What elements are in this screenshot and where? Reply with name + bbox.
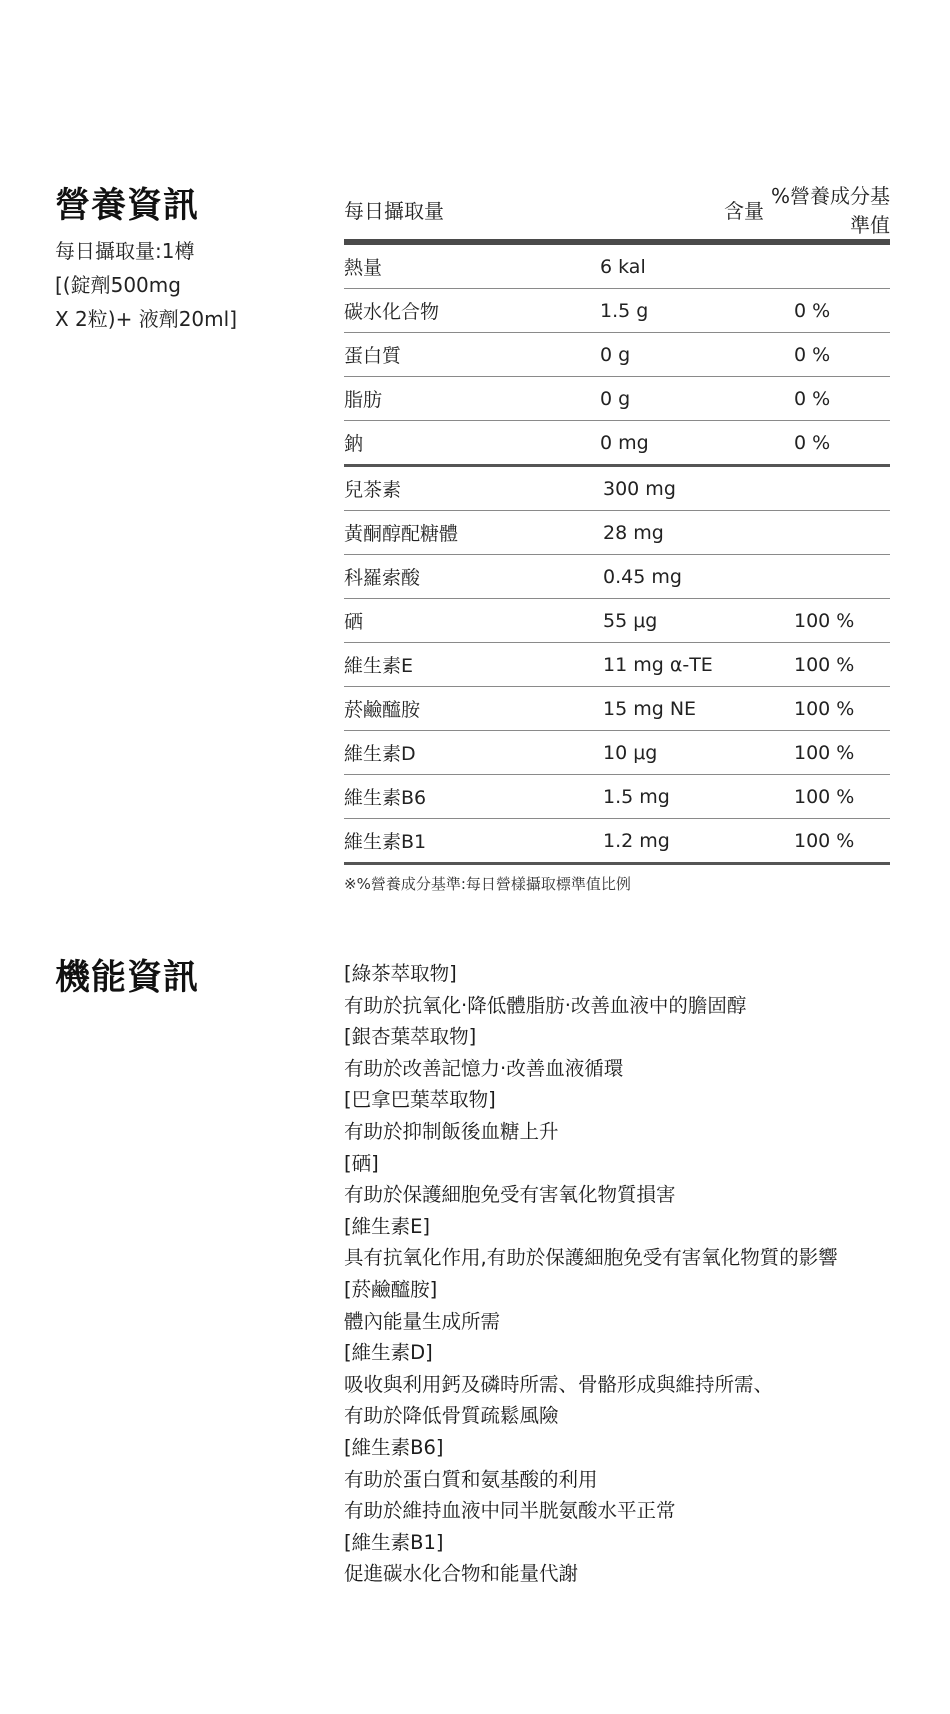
cell-percent: 0 % [794, 343, 831, 366]
table-row [344, 555, 890, 599]
table-row [344, 731, 890, 775]
cell-name: 維生素B1 [344, 831, 427, 853]
function-claim: 有助於蛋白質和氨基酸的利用 [344, 1467, 598, 1491]
cell-name: 脂肪 [344, 389, 383, 411]
cell-name: 黃酮醇配糖體 [344, 523, 459, 545]
table-row [344, 289, 890, 333]
function-claim: 有助於降低骨質疏鬆風險 [344, 1404, 559, 1428]
cell-percent: 100 % [794, 741, 855, 764]
header-amount: 含量 [724, 198, 764, 223]
header-percent: %營養成分基準值 [770, 184, 890, 237]
ingredient-heading: [菸鹼醯胺] [344, 1277, 438, 1301]
nutrition-table [344, 184, 890, 894]
cell-percent: 100 % [794, 697, 855, 720]
table-row [344, 775, 890, 819]
cell-amount: 10 μg [603, 741, 658, 764]
cell-percent: 0 % [794, 387, 831, 410]
cell-name: 鈉 [344, 433, 364, 455]
table-row [344, 599, 890, 643]
function-claim: 具有抗氧化作用,有助於保護細胞免受有害氧化物質的影響 [344, 1246, 838, 1270]
cell-percent: 0 % [794, 431, 831, 454]
cell-amount: 0.45 mg [603, 565, 682, 588]
function-claim: 有助於改善記憶力‧改善血液循環 [344, 1056, 624, 1080]
cell-name: 菸鹼醯胺 [344, 699, 421, 721]
table-footnote: ※%營養成分基準:每日營樣攝取標準值比例 [344, 875, 631, 893]
serving-line: X 2粒)+ 液劑20ml] [55, 307, 237, 331]
ingredient-heading: [硒] [344, 1151, 379, 1175]
cell-percent: 100 % [794, 609, 855, 632]
cell-percent: 0 % [794, 299, 831, 322]
function-info-block [55, 956, 315, 1000]
cell-percent: 100 % [794, 785, 855, 808]
nutrition-title: 營養資訊 [55, 186, 200, 226]
function-claims-list [344, 958, 838, 1590]
ingredient-heading: [維生素D] [344, 1341, 433, 1365]
ingredient-heading: [銀杏葉萃取物] [344, 1025, 477, 1049]
table-row [344, 377, 890, 421]
cell-amount: 28 mg [603, 521, 664, 544]
serving-line: 每日攝取量:1樽 [55, 239, 195, 263]
cell-amount: 0 g [600, 343, 631, 366]
cell-name: 科羅索酸 [344, 567, 421, 589]
table-row [344, 643, 890, 687]
cell-percent: 100 % [794, 829, 855, 852]
table-bottom-divider [344, 862, 890, 865]
function-claim: 有助於保護細胞免受有害氧化物質損害 [344, 1183, 676, 1207]
table-row [344, 421, 890, 464]
table-row [344, 511, 890, 555]
serving-line: [(錠劑500mg [55, 273, 181, 297]
macro-nutrients [344, 245, 890, 464]
ingredient-heading: [維生素B1] [344, 1530, 444, 1554]
nutrition-info-block [55, 184, 315, 336]
cell-name: 維生素B6 [344, 787, 427, 809]
function-claim: 促進碳水化合物和能量代謝 [344, 1562, 579, 1586]
cell-amount: 11 mg α-TE [603, 653, 713, 676]
cell-name: 硒 [344, 611, 364, 633]
table-row [344, 467, 890, 511]
cell-amount: 1.5 mg [603, 785, 670, 808]
cell-name: 維生素D [344, 743, 416, 765]
function-claim: 體內能量生成所需 [344, 1309, 501, 1333]
ingredient-heading: [維生素B6] [344, 1435, 444, 1459]
serving-size [55, 234, 315, 336]
table-row [344, 819, 890, 862]
cell-name: 碳水化合物 [344, 301, 440, 323]
header-serving: 每日攝取量 [344, 198, 444, 223]
cell-amount: 6 kal [600, 255, 646, 278]
function-claim: 有助於抑制飯後血糖上升 [344, 1119, 559, 1143]
cell-amount: 55 μg [603, 609, 658, 632]
table-row [344, 245, 890, 289]
cell-percent: 100 % [794, 653, 855, 676]
cell-amount: 300 mg [603, 477, 676, 500]
cell-amount: 1.2 mg [603, 829, 670, 852]
table-header [344, 184, 890, 237]
functional-nutrients [344, 467, 890, 862]
cell-amount: 15 mg NE [603, 697, 697, 720]
function-claim: 吸收與利用鈣及磷時所需、骨骼形成與維持所需、 [344, 1372, 774, 1396]
cell-name: 熱量 [344, 257, 383, 279]
cell-amount: 0 g [600, 387, 631, 410]
cell-name: 維生素E [344, 655, 414, 677]
table-row [344, 333, 890, 377]
cell-name: 蛋白質 [344, 345, 402, 367]
table-row [344, 687, 890, 731]
ingredient-heading: [巴拿巴葉萃取物] [344, 1088, 496, 1112]
ingredient-heading: [維生素E] [344, 1214, 431, 1238]
function-title: 機能資訊 [55, 958, 200, 998]
cell-amount: 0 mg [600, 431, 649, 454]
cell-amount: 1.5 g [600, 299, 649, 322]
function-claim: 有助於維持血液中同半胱氨酸水平正常 [344, 1499, 676, 1523]
cell-name: 兒茶素 [344, 479, 402, 501]
ingredient-heading: [綠茶萃取物] [344, 962, 457, 985]
function-claim: 有助於抗氧化‧降低體脂肪‧改善血液中的膽固醇 [344, 993, 747, 1017]
